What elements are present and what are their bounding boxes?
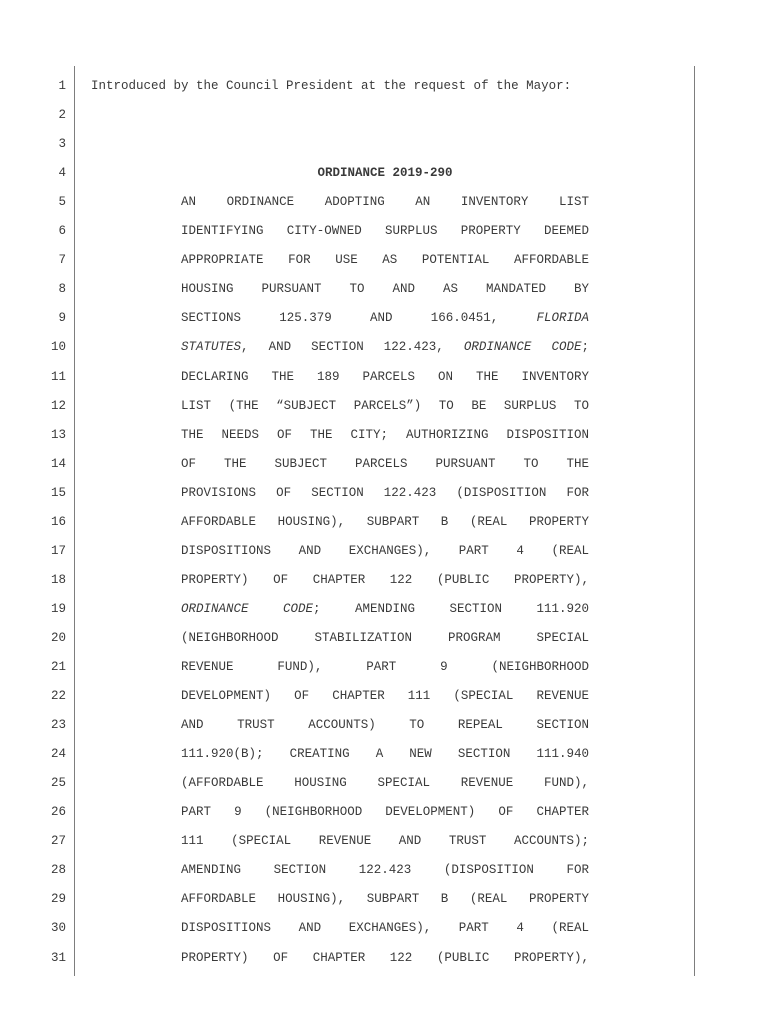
intro-row (0, 76, 770, 105)
line-number: 25 (50, 776, 66, 791)
body-text: PROPERTY) OF CHAPTER 122 (PUBLIC PROPERTY), (181, 572, 589, 587)
body-text: 111.920(B); CREATING A NEW SECTION 111.940 (181, 747, 589, 762)
italic-citation: FLORIDA (536, 311, 589, 326)
body-text: DECLARING THE 189 PARCELS ON THE INVENTORY (181, 369, 589, 384)
body-text: DISPOSITIONS AND EXCHANGES), PART 4 (REAL (181, 543, 589, 558)
body-text: SECTIONS 125.379 AND 166.0451, (181, 311, 537, 326)
body-text: ; AMENDING SECTION 111.920 (313, 601, 589, 616)
body-text: (NEIGHBORHOOD STABILIZATION PROGRAM SPECIAL (181, 630, 589, 645)
body-line (181, 628, 589, 648)
body-text: 111 (SPECIAL REVENUE AND TRUST ACCOUNTS); (181, 834, 589, 849)
body-text: AFFORDABLE HOUSING), SUBPART B (REAL PROPERTY (181, 892, 589, 907)
body-text: HOUSING PURSUANT TO AND AS MANDATED BY (181, 282, 589, 297)
body-text: PROPERTY) OF CHAPTER 122 (PUBLIC PROPERTY), (181, 950, 589, 965)
line-number: 22 (50, 689, 66, 704)
line-number: 4 (58, 166, 66, 181)
body-line (181, 860, 589, 880)
body-text: AND TRUST ACCOUNTS) TO REPEAL SECTION (181, 718, 589, 733)
body-line (181, 454, 589, 474)
line-number: 1 (58, 79, 66, 93)
line-number: 2 (58, 108, 66, 123)
body-text: LIST (THE “SUBJECT PARCELS”) TO BE SURPLUS TO (181, 398, 589, 413)
line-number: 17 (50, 543, 66, 558)
line-number: 21 (50, 660, 66, 674)
body-text: AFFORDABLE HOUSING), SUBPART B (REAL PROPERTY (181, 514, 589, 529)
body-line (181, 773, 589, 793)
line-number: 19 (50, 601, 66, 616)
body-line (181, 541, 589, 561)
body-line (181, 192, 589, 212)
line-number: 27 (50, 834, 66, 849)
line-number: 11 (50, 369, 66, 384)
body-line (181, 802, 589, 822)
body-text: DEVELOPMENT) OF CHAPTER 111 (SPECIAL REVENUE (181, 689, 589, 704)
body-line (181, 686, 589, 706)
line-number: 16 (50, 514, 66, 529)
body-line (181, 570, 589, 590)
body-line (181, 599, 589, 619)
body-line (181, 657, 589, 677)
title-row (0, 163, 770, 192)
line-number: 18 (50, 572, 66, 587)
body-line (181, 483, 589, 503)
intro-text: Introduced by the Council President at the request of the Mayor: (91, 79, 572, 93)
line-number: 3 (58, 137, 66, 152)
line-number: 20 (50, 630, 66, 645)
line-number: 5 (58, 195, 66, 210)
body-text: (AFFORDABLE HOUSING SPECIAL REVENUE FUND), (181, 776, 589, 791)
italic-citation: ORDINANCE CODE (463, 340, 582, 355)
italic-citation: ORDINANCE CODE (181, 601, 313, 616)
body-text: , AND SECTION 122.423, (241, 340, 464, 355)
body-line (181, 308, 589, 328)
line-number: 15 (50, 485, 66, 500)
body-text: APPROPRIATE FOR USE AS POTENTIAL AFFORDABLE (181, 253, 589, 268)
body-line (181, 948, 589, 968)
body-text: DISPOSITIONS AND EXCHANGES), PART 4 (REAL (181, 921, 589, 936)
line-number: 8 (58, 282, 66, 297)
body-text: ; (581, 340, 589, 355)
body-text: REVENUE FUND), PART 9 (NEIGHBORHOOD (181, 660, 589, 674)
line-number: 12 (50, 398, 66, 413)
body-line (181, 715, 589, 735)
body-line (181, 221, 589, 241)
body-line (181, 744, 589, 764)
italic-citation: STATUTES (181, 340, 242, 355)
line-number-row (0, 134, 770, 163)
line-number-row (0, 105, 770, 134)
body-text: IDENTIFYING CITY-OWNED SURPLUS PROPERTY DEEMED (181, 224, 589, 239)
line-number: 24 (50, 747, 66, 762)
body-line (181, 918, 589, 938)
body-text: AMENDING SECTION 122.423 (DISPOSITION FOR (181, 863, 589, 878)
body-text: PART 9 (NEIGHBORHOOD DEVELOPMENT) OF CHAPTER (181, 805, 589, 820)
line-number: 29 (50, 892, 66, 907)
line-number: 30 (50, 921, 66, 936)
body-line (181, 279, 589, 299)
body-text: THE NEEDS OF THE CITY; AUTHORIZING DISPOSITION (181, 427, 589, 442)
line-number: 13 (50, 427, 66, 442)
line-number: 7 (58, 253, 66, 268)
line-number: 28 (50, 863, 66, 878)
line-number: 31 (50, 950, 66, 965)
body-line (181, 396, 589, 416)
body-line (181, 337, 589, 357)
ordinance-title: ORDINANCE 2019-290 (317, 166, 453, 180)
body-line (181, 512, 589, 532)
body-line (181, 367, 589, 387)
body-text: PROVISIONS OF SECTION 122.423 (DISPOSITION FOR (181, 485, 589, 500)
body-line (181, 831, 589, 851)
line-number: 23 (50, 718, 66, 733)
body-line (181, 425, 589, 445)
body-line (181, 889, 589, 909)
body-line (181, 250, 589, 270)
body-text: OF THE SUBJECT PARCELS PURSUANT TO THE (181, 456, 589, 471)
line-number: 26 (50, 805, 66, 820)
body-text: AN ORDINANCE ADOPTING AN INVENTORY LIST (181, 195, 589, 210)
line-number: 6 (58, 224, 66, 239)
line-number: 10 (50, 340, 66, 355)
line-number: 14 (50, 456, 66, 471)
line-number: 9 (58, 311, 66, 326)
